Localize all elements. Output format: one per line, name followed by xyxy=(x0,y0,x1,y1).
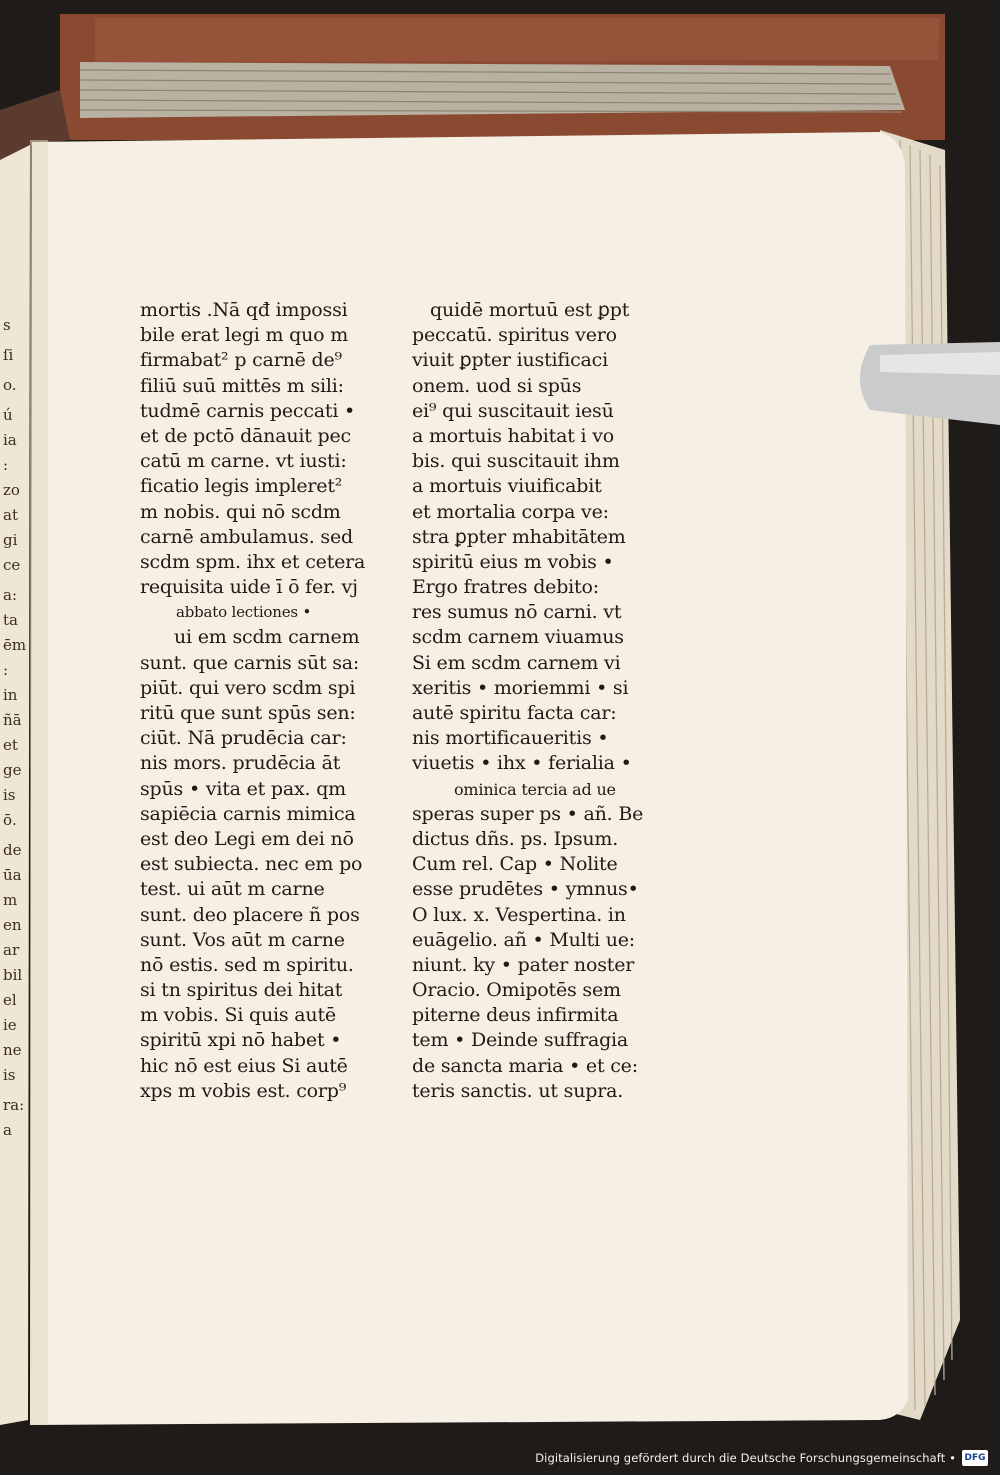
text-line: bis. qui suscitauit ihm xyxy=(412,450,620,473)
svg-text:ú: ú xyxy=(3,406,13,424)
text-line: sunt. deo placere ñ pos xyxy=(140,903,360,926)
text-line: tem • Deinde suffragia xyxy=(412,1029,629,1052)
text-line: si tn spiritus dei hitat xyxy=(140,979,343,1002)
svg-text:ſi: ſi xyxy=(3,346,14,364)
text-line: Si em scdm carnem vi xyxy=(412,651,621,674)
svg-text:ñā: ñā xyxy=(3,711,22,729)
text-line: et de pctō dānauit pec xyxy=(140,424,351,447)
text-line: ui em scdm carnem xyxy=(174,626,360,649)
text-line: sunt. que carnis sūt sa: xyxy=(140,651,360,674)
text-line: stra ꝑpter mhabitātem xyxy=(412,525,626,548)
text-line: scdm carnem viuamus xyxy=(412,626,624,649)
text-line: firmabat² p carnē de⁹ xyxy=(140,349,342,372)
text-line: autē spiritu facta car: xyxy=(412,702,617,724)
svg-text:ēm: ēm xyxy=(3,636,27,654)
text-line: mortis .Nā qđ impossi xyxy=(140,299,348,321)
text-line: tudmē carnis peccati • xyxy=(140,399,356,422)
svg-text:ne: ne xyxy=(3,1041,22,1059)
text-line: spiritū xpi nō habet • xyxy=(140,1029,342,1052)
svg-text:ar: ar xyxy=(3,941,20,959)
text-line: test. ui aūt m carne xyxy=(140,878,325,901)
svg-text:et: et xyxy=(3,736,18,754)
svg-text:ūa: ūa xyxy=(3,866,22,884)
svg-text:el: el xyxy=(3,991,17,1009)
svg-text:ta: ta xyxy=(3,611,18,629)
text-line: requisita uide ī ō fer. vj xyxy=(140,576,358,599)
svg-text:a:: a: xyxy=(3,586,17,604)
book-cover-sheen xyxy=(95,18,940,62)
text-line: a mortuis habitat i vo xyxy=(412,424,614,447)
svg-text:ia: ia xyxy=(3,431,17,449)
text-line: viuit ꝑpter iustificaci xyxy=(412,349,608,372)
text-line: onem. uod si spūs xyxy=(412,374,582,397)
svg-text::: : xyxy=(3,661,9,679)
text-line: peccatū. spiritus vero xyxy=(412,324,617,347)
text-line: sapiēcia carnis mimica xyxy=(140,802,356,825)
left-text-column xyxy=(140,298,390,1104)
text-line: sunt. Vos aūt m carne xyxy=(140,928,345,951)
text-line: xeritis • moriemmi • si xyxy=(412,676,629,699)
text-line: nis mortificaueritis • xyxy=(412,727,609,750)
svg-text:ge: ge xyxy=(3,761,22,779)
text-line: dictus dñs. ps. Ipsum. xyxy=(412,827,619,850)
text-line: de sancta maria • et ce: xyxy=(412,1054,638,1077)
svg-text:ra:: ra: xyxy=(3,1096,25,1114)
text-line: euāgelio. añ • Multi ue: xyxy=(412,928,636,951)
text-line: speras super ps • añ. Be xyxy=(412,802,644,825)
svg-text::: : xyxy=(3,456,9,474)
text-line: niunt. ky • pater noster xyxy=(412,953,635,976)
text-line: hic nō est eius Si autē xyxy=(140,1054,348,1077)
text-line: Ergo fratres debito: xyxy=(412,576,599,599)
svg-text:bil: bil xyxy=(3,966,23,984)
text-line: et mortalia corpa ve: xyxy=(412,500,609,523)
text-line: est subiecta. nec em po xyxy=(140,853,363,876)
text-line: nō estis. sed m spiritu. xyxy=(140,953,354,976)
svg-text:is: is xyxy=(3,1066,16,1084)
text-line: carnē ambulamus. sed xyxy=(140,525,353,548)
text-line: piterne deus infirmita xyxy=(412,1004,619,1027)
funding-credit: Digitalisierung gefördert durch die Deutsche Forschungsgemeinschaft • xyxy=(535,1451,956,1465)
svg-text:at: at xyxy=(3,506,18,524)
text-line: spiritū eius m vobis • xyxy=(412,550,614,573)
text-line: teris sanctis. ut supra. xyxy=(412,1079,624,1102)
funding-footer xyxy=(535,1447,988,1469)
text-line: spūs • vita et pax. qm xyxy=(140,777,346,800)
svg-text:zo: zo xyxy=(3,481,20,499)
text-line: nis mors. prudēcia āt xyxy=(140,752,341,775)
svg-text:o.: o. xyxy=(3,376,17,394)
text-line: esse prudētes • ymnus• xyxy=(412,878,639,901)
svg-text:de: de xyxy=(3,841,22,859)
text-line: ritū que sunt spūs sen: xyxy=(140,702,356,724)
text-line: ciūt. Nā prudēcia car: xyxy=(140,727,347,750)
svg-text:gi: gi xyxy=(3,531,18,549)
svg-text:m: m xyxy=(3,891,18,909)
svg-text:in: in xyxy=(3,686,18,704)
text-line: Cum rel. Cap • Nolite xyxy=(412,853,618,876)
text-line: O lux. x. Vespertina. in xyxy=(412,903,626,926)
dfg-logo: DFG xyxy=(962,1450,988,1466)
text-line: est deo Legi em dei nō xyxy=(140,827,354,850)
text-line: catū m carne. vt iusti: xyxy=(140,450,347,473)
text-line: res sumus nō carni. vt xyxy=(412,601,622,624)
text-line: a mortuis viuificabit xyxy=(412,475,602,498)
svg-text:ie: ie xyxy=(3,1016,17,1034)
right-text-column xyxy=(412,298,672,1104)
svg-text:a: a xyxy=(3,1121,12,1139)
text-line: bile erat legi m quo m xyxy=(140,324,349,347)
text-line: quidē mortuū est ꝑpt xyxy=(430,299,630,321)
text-line: filiū suū mittēs m sili: xyxy=(140,374,344,397)
text-line: scdm spm. ihx et cetera xyxy=(140,550,366,573)
svg-text:is: is xyxy=(3,786,16,804)
text-line: ei⁹ qui suscitauit iesū xyxy=(412,399,614,422)
svg-text:en: en xyxy=(3,916,22,934)
text-line: piūt. qui vero scdm spi xyxy=(140,676,356,699)
text-line: ficatio legis impleret² xyxy=(140,475,343,498)
text-line: m vobis. Si quis autē xyxy=(140,1004,336,1027)
text-line: abbato lectiones • xyxy=(176,603,312,622)
text-line: Oracio. Omipotēs sem xyxy=(412,979,621,1002)
text-line: viuetis • ihx • ferialia • xyxy=(412,752,632,775)
svg-text:s: s xyxy=(3,316,11,334)
svg-text:ō.: ō. xyxy=(3,811,17,829)
text-line: m nobis. qui nō scdm xyxy=(140,500,341,523)
text-line: ominica tercia ad ue xyxy=(454,779,616,799)
text-line: xps m vobis est. corp⁹ xyxy=(140,1079,347,1102)
svg-text:ce: ce xyxy=(3,556,21,574)
